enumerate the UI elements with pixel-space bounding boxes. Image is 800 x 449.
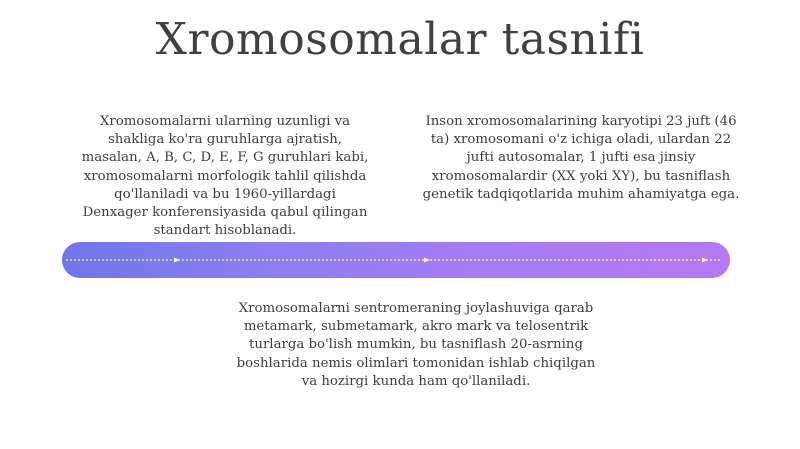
timeline-bar: [62, 242, 730, 278]
arrow-head-1-icon: [174, 258, 180, 263]
timeline-item-3-text: Xromosomalarni sentromeraning joylashuviga qarab metamark, submetamark, akro mark va telosentrik turlarga bo'lish mumkin, bu tasniflash 20-asrning boshlarida nemis olimlari tomonidan ishlab chiqilgan va hozirgi kunda ham qo'llaniladi.: [236, 301, 596, 389]
timeline-item-2-text: Inson xromosomalarining karyotipi 23 juft (46 ta) xromosomani o'z ichiga oladi, ulardan 22 jufti autosomalar, 1 jufti esa jinsiy xromosomalardir (XX yoki XY), bu tasniflash genetik tadqiqotlarida muhim ahamiyatga ega.: [422, 114, 740, 202]
timeline-item-1-text: Xromosomalarni ularning uzunligi va shakliga ko'ra guruhlarga ajratish, masalan, A, B, C, D, E, F, G guruhlari kabi, xromosomalarni morfologik tahlil qilishda qo'llaniladi va bu 1960-yillardagi Denxager konferensiyasida qabul qilingan standart hisoblanadi.: [81, 114, 369, 239]
arrow-head-3-icon: [702, 258, 708, 263]
slide-title: Xromosomalar tasnifi: [155, 14, 645, 65]
arrow-head-2-icon: [424, 258, 430, 263]
timeline-arrow-line: [62, 242, 730, 278]
